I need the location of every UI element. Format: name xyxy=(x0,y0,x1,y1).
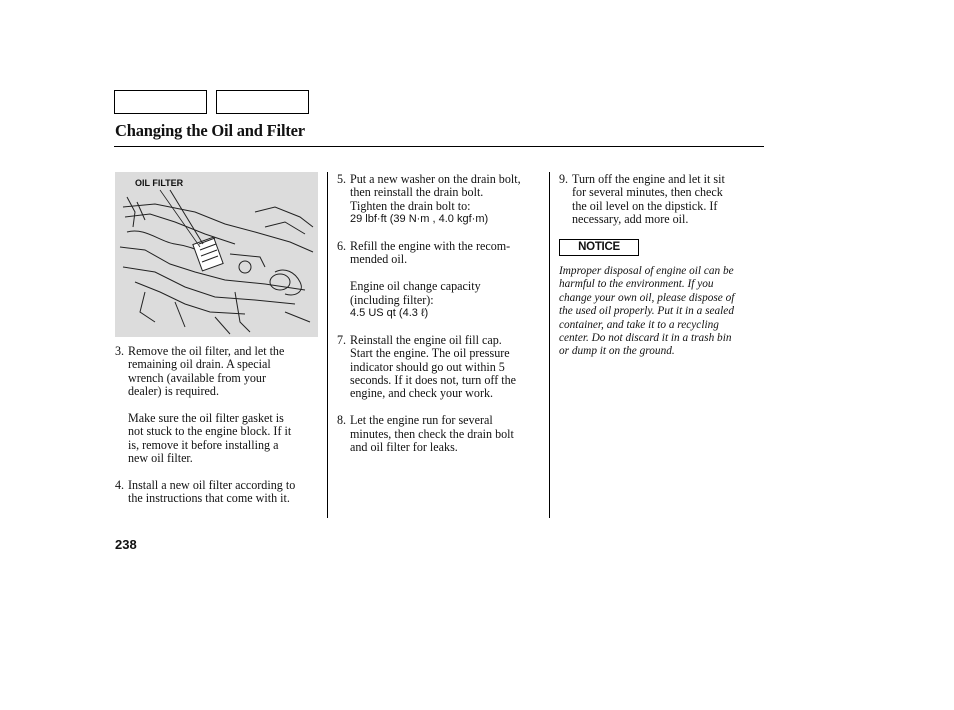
step-8-line: minutes, then check the drain bolt xyxy=(350,426,514,441)
step-5-number: 5. xyxy=(337,172,347,186)
notice-text xyxy=(559,265,764,359)
column-divider-2 xyxy=(549,172,550,518)
nav-tab-box-2[interactable] xyxy=(216,90,309,114)
step-9-line: for several minutes, then check xyxy=(572,185,723,200)
column-3 xyxy=(559,173,764,227)
step-3-note-line: not stuck to the engine block. If it xyxy=(128,424,292,439)
step-5-line: Put a new washer on the drain bolt, xyxy=(350,172,521,186)
notice-line: center. Do not discard it in a trash bin xyxy=(559,332,732,345)
nav-tab-box-1[interactable] xyxy=(114,90,207,114)
step-7-number: 7. xyxy=(337,332,347,347)
step-7-line: seconds. If it does not, turn off the xyxy=(350,373,517,388)
step-5-line: Tighten the drain bolt to: xyxy=(350,198,471,213)
step-4-number: 4. xyxy=(115,478,125,493)
step-3-line: dealer) is required. xyxy=(128,384,219,399)
step-5-line: then reinstall the drain bolt. xyxy=(350,185,484,200)
step-7-line: engine, and check your work. xyxy=(350,386,494,401)
step-7-line: indicator should go out within 5 xyxy=(350,359,505,374)
step-3 xyxy=(115,345,320,399)
column-divider-1 xyxy=(327,172,328,518)
notice-line: change your own oil, please dispose of xyxy=(559,291,735,304)
step-3-note-line: new oil filter. xyxy=(128,451,193,466)
step-9-line: necessary, add more oil. xyxy=(572,212,689,227)
notice-line: Improper disposal of engine oil can be xyxy=(559,265,734,277)
step-3-number: 3. xyxy=(115,344,125,358)
notice-line: container, and take it to a recycling xyxy=(559,318,719,331)
step-6-line: Refill the engine with the recom- xyxy=(350,239,511,254)
drain-bolt-torque-spec: 29 lbf·ft (39 N·m , 4.0 kgf·m) xyxy=(350,213,489,226)
step-6 xyxy=(337,240,547,267)
step-7-line: Start the engine. The oil pressure xyxy=(350,346,510,361)
column-2 xyxy=(337,173,547,454)
step-8 xyxy=(337,414,547,454)
step-6-number: 6. xyxy=(337,239,347,254)
step-8-number: 8. xyxy=(337,413,347,428)
notice-label: NOTICE xyxy=(559,239,639,256)
step-7 xyxy=(337,334,547,401)
capacity-line: (including filter): xyxy=(350,292,434,307)
step-9 xyxy=(559,173,764,227)
engine-underside-drawing xyxy=(115,172,318,337)
step-5 xyxy=(337,173,547,227)
notice-line: harmful to the environment. If you xyxy=(559,278,714,291)
capacity-line: Engine oil change capacity xyxy=(350,279,481,294)
title-rule xyxy=(114,146,764,147)
page-number: 238 xyxy=(115,537,137,552)
column-1 xyxy=(115,345,320,506)
step-8-line: and oil filter for leaks. xyxy=(350,440,458,455)
step-4 xyxy=(115,479,320,506)
page-title: Changing the Oil and Filter xyxy=(115,121,305,140)
step-3-note-line: is, remove it before installing a xyxy=(128,437,279,452)
step-3-note xyxy=(115,412,320,466)
step-3-line: wrench (available from your xyxy=(128,370,267,385)
step-7-line: Reinstall the engine oil fill cap. xyxy=(350,332,502,347)
step-6-line: mended oil. xyxy=(350,252,408,267)
oil-capacity-spec: 4.5 US qt (4.3 ℓ) xyxy=(350,307,429,320)
oil-filter-callout: OIL FILTER xyxy=(135,178,184,188)
step-4-line: the instructions that come with it. xyxy=(128,491,290,506)
notice-line: or dump it on the ground. xyxy=(559,345,675,358)
notice-line: the used oil properly. Put it in a sealed xyxy=(559,305,734,318)
oil-filter-illustration xyxy=(115,172,318,337)
step-3-note-line: Make sure the oil filter gasket is xyxy=(128,411,284,426)
step-9-line: the oil level on the dipstick. If xyxy=(572,198,718,213)
step-9-line: Turn off the engine and let it sit xyxy=(572,172,725,186)
step-3-line: Remove the oil filter, and let the xyxy=(128,344,285,358)
step-3-line: remaining oil drain. A special xyxy=(128,357,271,372)
oil-capacity xyxy=(337,280,547,320)
step-9-number: 9. xyxy=(559,172,569,186)
step-4-line: Install a new oil filter according to xyxy=(128,478,296,493)
step-8-line: Let the engine run for several xyxy=(350,413,493,428)
